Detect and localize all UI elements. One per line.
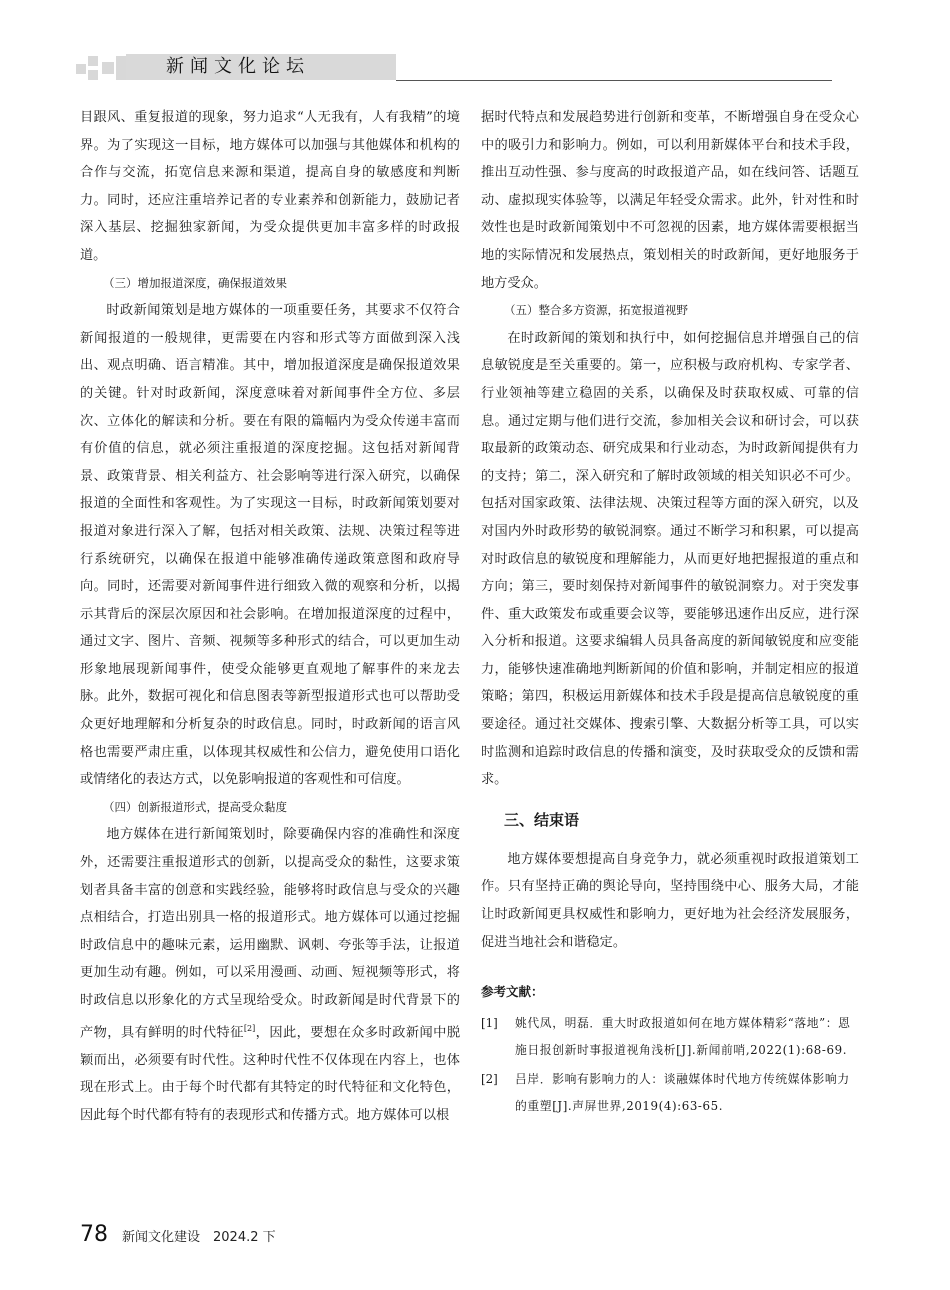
section-heading: 三、结束语 [504, 810, 580, 829]
paragraph: 在时政新闻的策划和执行中，如何挖掘信息并增强自己的信息敏锐度是至关重要的。第一，应积极与政府机构、专家学者、行业领袖等建立稳固的关系，以确保及时获取权威、可靠的信息。通过定期与他们进行交流，参加相关会议和研讨会，可以获取最新的政策动态、研究成果和行业动态，为时政新闻提供有力的支持；第二，深入研究和了解时政领域的相关知识必不可少。包括对国家政策、法律法规、决策过程等方面的深入研究，以及对国内外时政形势的敏锐洞察。通过不断学习和积累，可以提高对时政信息的敏锐度和理解能力，从而更好地把握报道的重点和方向；第三，要时刻保持对新闻事件的敏锐洞察力。对于突发事件、重大政策发布或重要会议等，要能够迅速作出反应，进行深入分析和报道。这要求编辑人员具备高度的新闻敏锐度和应变能力，能够快速准确地判断新闻的价值和影响，并制定相应的报道策略；第四，积极运用新媒体和技术手段是提高信息敏锐度的重要途径。通过社交媒体、搜索引擎、大数据分析等工具，可以实时监测和追踪时政信息的传播和演变，及时获取受众的反馈和需求。 [481, 330, 859, 788]
paragraph: 地方媒体要想提高自身竞争力，就必须重视时政报道策划工作。只有坚持正确的舆论导向，坚持围绕中心、服务大局，才能让时政新闻更具权威性和影响力，更好地为社会经济发展服务，促进当地社会和谐稳定。 [481, 851, 859, 950]
reference-text: 姚代凤，明磊．重大时政报道如何在地方媒体精彩“落地”：恩施日报创新时事报道视角浅析[J].新闻前哨,2022(1):68-69. [515, 1016, 851, 1058]
subheading-4: （四）创新报道形式，提高受众黏度 [103, 799, 287, 814]
paragraph: 据时代特点和发展趋势进行创新和变革，不断增强自身在受众心中的吸引力和影响力。例如，可以利用新媒体平台和技术手段，推出互动性强、参与度高的时政报道产品，如在线问答、话题互动、虚拟现实体验等，以满足年轻受众需求。此外，针对性和时效性也是时政新闻策划中不可忽视的因素，地方媒体需要根据当地的实际情况和发展热点，策划相关的时政新闻，更好地服务于地方受众。 [481, 110, 859, 291]
page-number: 78 [80, 1222, 108, 1247]
left-column [80, 104, 460, 1129]
journal-issue: 新闻文化建设 2024.2 下 [122, 1230, 276, 1245]
citation-marker[interactable]: [2] [243, 1023, 256, 1033]
reference-text: 吕岸．影响有影响力的人：谈融媒体时代地方传统媒体影响力的重塑[J].声屏世界,2019(4):63-65. [515, 1072, 850, 1114]
paragraph-text: 地方媒体在进行新闻策划时，除要确保内容的准确性和深度外，还需要注重报道形式的创新，以提高受众的黏性，这要求策划者具备丰富的创意和实践经验，能够将时政信息与受众的兴趣点相结合，打造出别具一格的报道形式。地方媒体可以通过挖掘时政信息中的趣味元素，运用幽默、讽刺、夸张等手法，让报道更加生动有趣。例如，可以采用漫画、动画、短视频等形式，将时政信息以形象化的方式呈现给受众。时政新闻是时代背景下的产物，具有鲜明的时代特征 [80, 827, 460, 1040]
reference-item [481, 1066, 859, 1120]
references-heading: 参考文献： [481, 984, 544, 1000]
paragraph [80, 821, 460, 1129]
paragraph: 目跟风、重复报道的现象，努力追求“人无我有，人有我精”的境界。为了实现这一目标，地方媒体可以加强与其他媒体和机构的合作与交流，拓宽信息来源和渠道，提高自身的敏感度和判断力。同时，还应注重培养记者的专业素养和创新能力，鼓励记者深入基层、挖掘独家新闻，为受众提供更加丰富多样的时政报道。 [80, 110, 460, 263]
reference-item [481, 1010, 859, 1064]
subheading-3: （三）增加报道深度，确保报道效果 [103, 275, 287, 290]
reference-number: [1] [481, 1016, 498, 1031]
header-rule [396, 80, 832, 81]
right-column [481, 104, 859, 1122]
subheading-5: （五）整合多方资源，拓宽报道视野 [504, 303, 688, 318]
paragraph-text: ，因此，要想在众多时政新闻中脱颖而出，必须要有时代性。这种时代性不仅体现在内容上，也体现在形式上。由于每个时代都有其特定的时代特征和文化特色，因此每个时代都有特有的表现形式和传播方式。地方媒体可以根 [80, 1024, 461, 1123]
running-header [76, 52, 832, 84]
page-footer [80, 1222, 276, 1252]
paragraph: 时政新闻策划是地方媒体的一项重要任务，其要求不仅符合新闻报道的一般规律，更需要在内容和形式等方面做到深入浅出、观点明确、语言精准。其中，增加报道深度是确保报道效果的关键。针对时政新闻，深度意味着对新闻事件全方位、多层次、立体化的解读和分析。要在有限的篇幅内为受众传递丰富而有价值的信息，就必须注重报道的深度挖掘。这包括对新闻背景、政策背景、相关利益方、社会影响等进行深入研究，以确保报道的全面性和客观性。为了实现这一目标，时政新闻策划要对报道对象进行深入了解，包括对相关政策、法规、决策过程等进行系统研究，以确保在报道中能够准确传递政策意图和政府导向。同时，还需要对新闻事件进行细致入微的观察和分析，以揭示其背后的深层次原因和社会影响。在增加报道深度的过程中，通过文字、图片、音频、视频等多种形式的结合，可以更加生动形象地展现新闻事件，使受众能够更直观地了解事件的来龙去脉。此外，数据可视化和信息图表等新型报道形式也可以帮助受众更好地理解和分析复杂的时政信息。同时，时政新闻的语言风格也需要严肃庄重，以体现其权威性和公信力，避免使用口语化或情绪化的表达方式，以免影响报道的客观性和可信度。 [80, 303, 460, 788]
column-title: 新闻文化论坛 [126, 54, 396, 80]
reference-number: [2] [481, 1072, 498, 1087]
